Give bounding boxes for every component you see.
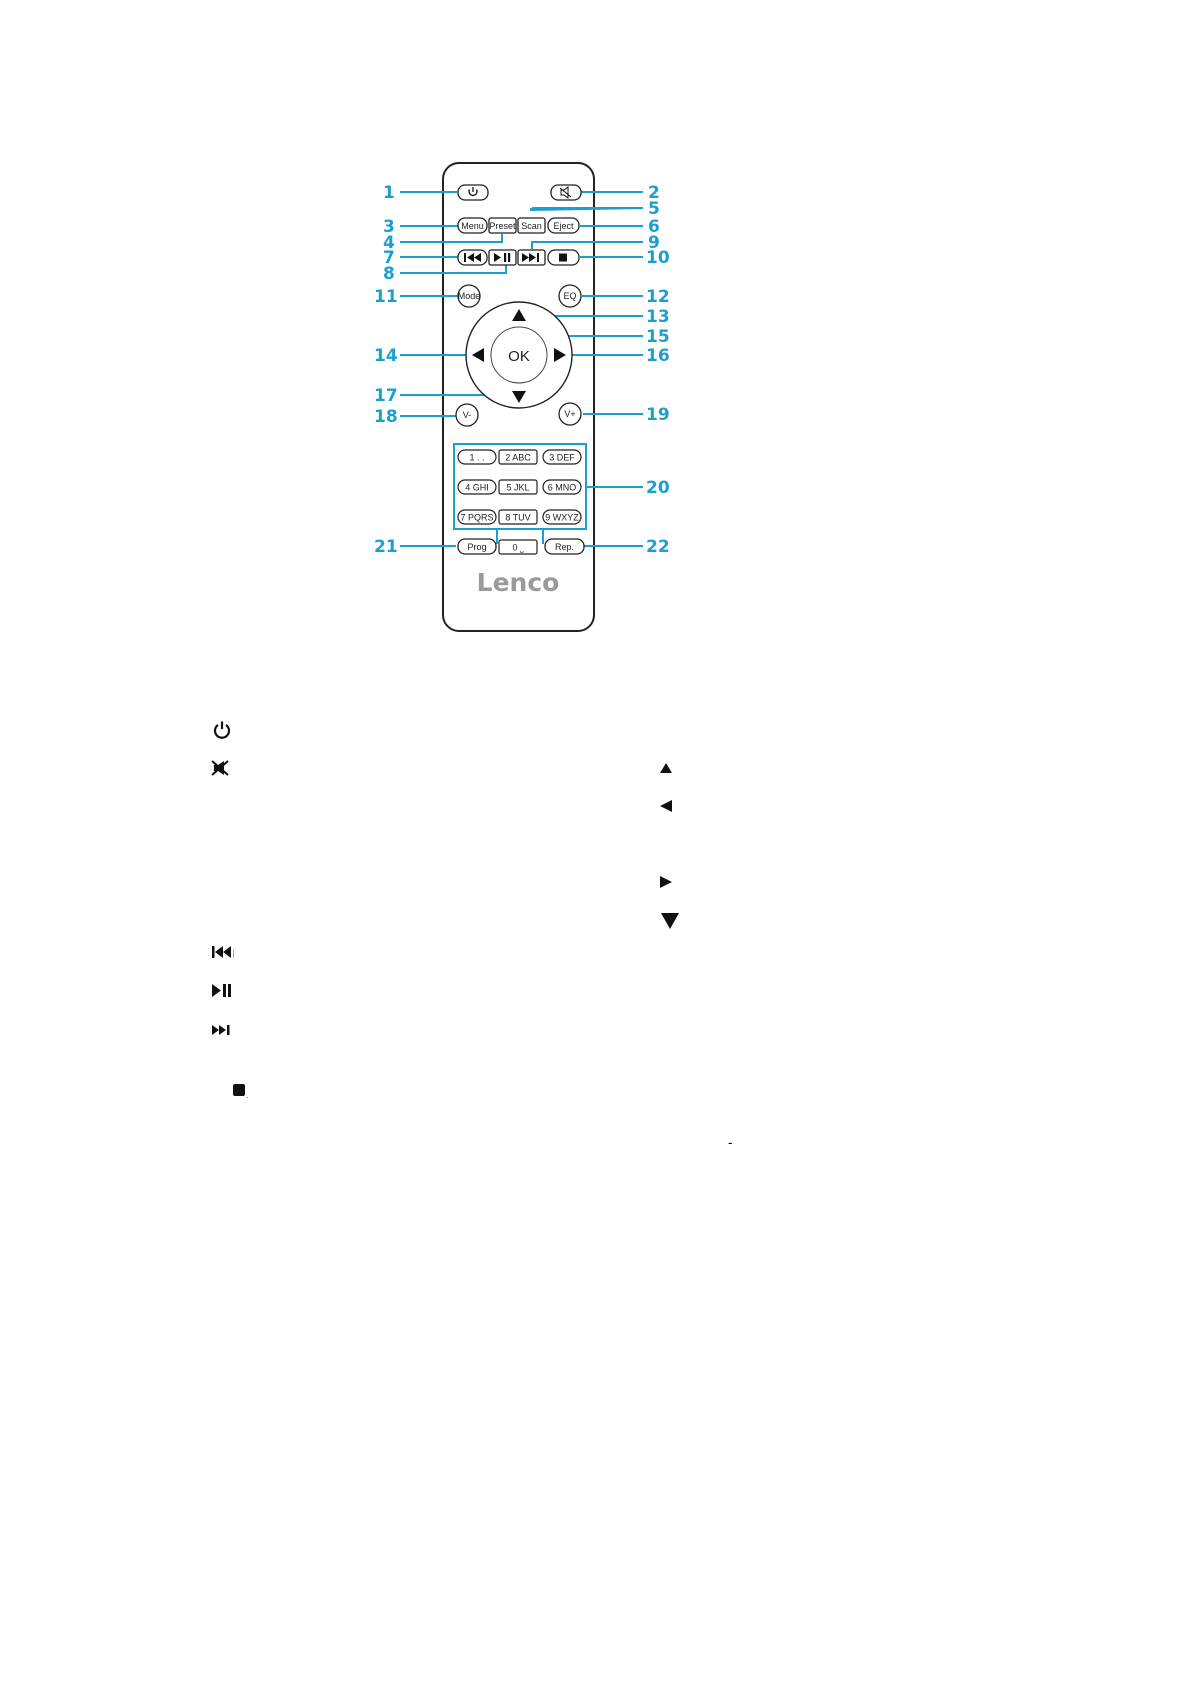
keypad-key-0[interactable] xyxy=(499,540,537,554)
rep-button[interactable] xyxy=(545,539,584,554)
scan-button[interactable] xyxy=(518,218,545,233)
eq-button[interactable] xyxy=(559,285,581,307)
play-pause-icon xyxy=(211,983,233,998)
keypad-key-8[interactable] xyxy=(499,510,537,524)
keypad-key-1[interactable] xyxy=(458,450,496,464)
ok-label: OK xyxy=(508,348,530,365)
power-button[interactable] xyxy=(458,185,488,200)
keypad-key-label: 2 ABC xyxy=(505,452,531,463)
callout-16: 16 xyxy=(646,346,670,366)
keypad-key-9[interactable] xyxy=(543,510,581,524)
power-icon xyxy=(212,720,232,740)
keypad-key-label: 1 . . xyxy=(469,452,485,463)
keypad-key-6[interactable] xyxy=(543,480,581,494)
prev-track-icon xyxy=(211,945,235,959)
callout-12: 12 xyxy=(646,287,670,307)
callout-10: 10 xyxy=(646,248,670,268)
callout-22: 22 xyxy=(646,537,670,557)
mode-button[interactable] xyxy=(458,285,481,307)
mode-label: Mode xyxy=(457,291,481,301)
prog-label: Prog xyxy=(467,542,487,552)
keypad-key-label: 5 JKL xyxy=(506,482,530,493)
keypad-key-label: 7 PQRS xyxy=(460,512,494,523)
volume-up-button[interactable] xyxy=(559,403,581,425)
callout-17: 17 xyxy=(374,386,398,406)
callout-15: 15 xyxy=(646,327,670,347)
menu-label: Menu xyxy=(461,221,484,231)
callout-4: 4 xyxy=(383,233,395,253)
arrow-right-icon xyxy=(659,875,673,889)
callout-3: 3 xyxy=(383,217,395,237)
keypad-key-4[interactable] xyxy=(458,480,496,494)
callout-2: 2 xyxy=(648,183,660,203)
mute-button[interactable] xyxy=(551,185,581,200)
keypad-key-label: 3 DEF xyxy=(549,452,575,463)
prev-button[interactable] xyxy=(458,250,487,265)
brand-logo: Lenco xyxy=(476,568,560,597)
keypad-key-label: 9 WXYZ xyxy=(545,512,579,523)
callout-7: 7 xyxy=(383,248,395,268)
preset-label: Preset xyxy=(489,221,516,231)
keypad-key-5[interactable] xyxy=(499,480,537,494)
next-button[interactable] xyxy=(518,250,545,265)
keypad-key-label: 0 ⎵ xyxy=(512,542,524,553)
rep-label: Rep. xyxy=(554,542,575,552)
stop-icon xyxy=(559,254,567,262)
eject-label: Eject xyxy=(553,221,574,231)
volume-down-button[interactable] xyxy=(456,404,478,426)
eject-button[interactable] xyxy=(548,218,579,233)
callout-21: 21 xyxy=(374,537,398,557)
ok-button[interactable] xyxy=(491,327,547,383)
callout-1: 1 xyxy=(383,183,395,203)
callout-13: 13 xyxy=(646,307,670,327)
keypad-key-3[interactable] xyxy=(543,450,581,464)
scan-label: Scan xyxy=(521,221,542,231)
keypad-key-7[interactable] xyxy=(458,510,496,524)
eq-label: EQ xyxy=(563,291,577,301)
dash-mark: - xyxy=(728,1134,733,1150)
arrow-left-icon xyxy=(659,799,673,813)
keypad-key-2[interactable] xyxy=(499,450,537,464)
preset-button[interactable] xyxy=(489,218,516,233)
arrow-down-icon xyxy=(660,912,680,930)
callout-20: 20 xyxy=(646,478,670,498)
mute-icon xyxy=(210,759,230,777)
callout-11: 11 xyxy=(374,287,398,307)
callout-8: 8 xyxy=(383,264,395,284)
callout-14: 14 xyxy=(374,346,398,366)
callout-6: 6 xyxy=(648,217,660,237)
callout-9: 9 xyxy=(648,233,660,253)
arrow-up-icon xyxy=(659,762,673,774)
callout-18: 18 xyxy=(374,407,398,427)
keypad-key-label: 8 TUV xyxy=(505,512,531,523)
callout-19: 19 xyxy=(646,405,670,425)
volume-down-label: V- xyxy=(462,410,472,420)
next-track-icon xyxy=(211,1024,231,1036)
keypad-key-label: 4 GHI xyxy=(465,482,489,493)
play-pause-button[interactable] xyxy=(489,250,516,265)
prog-button[interactable] xyxy=(458,539,496,554)
stop-icon xyxy=(232,1083,250,1099)
menu-button[interactable] xyxy=(458,218,487,233)
volume-up-label: V+ xyxy=(564,409,576,419)
keypad-key-label: 6 MNO xyxy=(547,482,577,493)
stop-button[interactable] xyxy=(548,250,579,265)
callout-5: 5 xyxy=(648,199,660,219)
